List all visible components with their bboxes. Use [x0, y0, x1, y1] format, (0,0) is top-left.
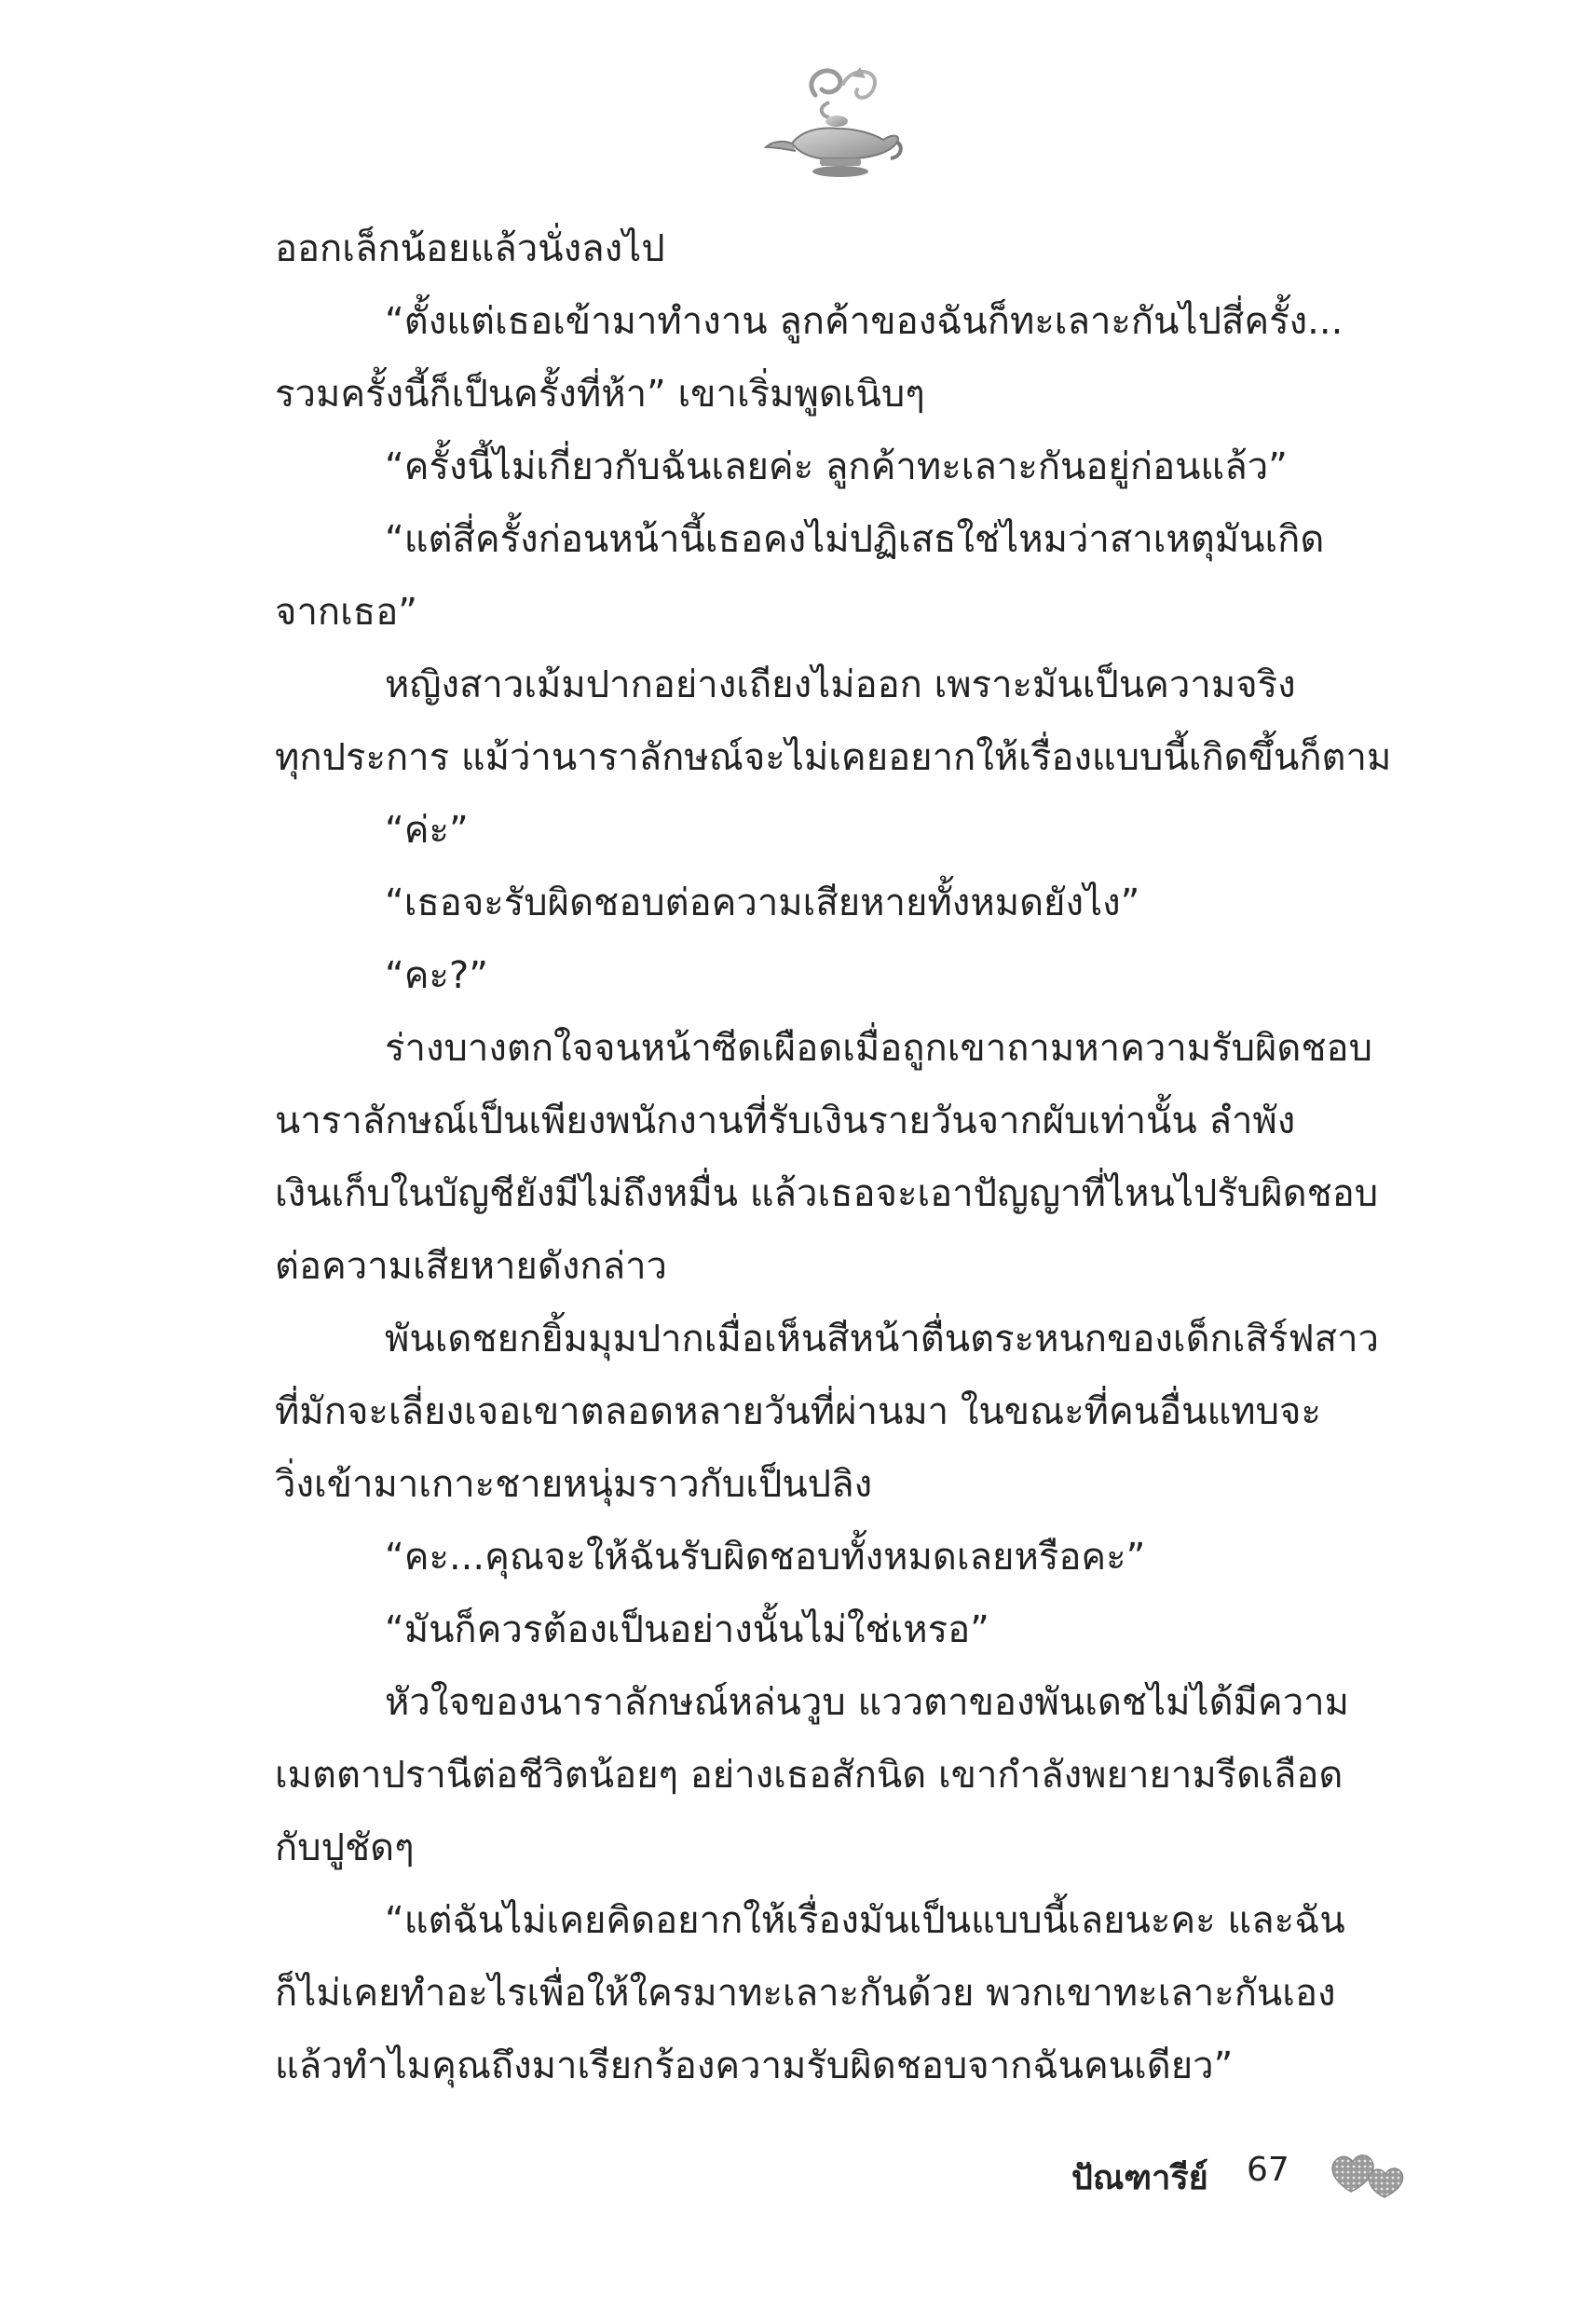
text-line: “แต่สี่ครั้งก่อนหน้านี้เธอคงไม่ปฏิเสธใช่ไหมว่าสาเหตุมันเกิด — [385, 518, 1325, 561]
page-number: 67 — [1247, 2151, 1289, 2189]
text-line: จากเธอ” — [275, 591, 417, 634]
text-line: “มันก็ควรต้องเป็นอย่างนั้นไม่ใช่เหรอ” — [385, 1608, 989, 1651]
text-line: ที่มักจะเลี่ยงเจอเขาตลอดหลายวันที่ผ่านมา ในขณะที่คนอื่นแทบจะ — [275, 1390, 1321, 1433]
text-line: ออกเล็กน้อยแล้วนั่งลงไป — [275, 227, 665, 270]
text-line: เมตตาปรานีต่อชีวิตน้อยๆ อย่างเธอสักนิด เขากำลังพยายามรีดเลือด — [275, 1754, 1344, 1797]
text-line: “คะ?” — [385, 954, 488, 997]
text-line: พันเดชยกยิ้มมุมปากเมื่อเห็นสีหน้าตื่นตระหนกของเด็กเสิร์ฟสาว — [385, 1318, 1379, 1361]
text-line: แล้วทำไมคุณถึงมาเรียกร้องความรับผิดชอบจากฉันคนเดียว” — [275, 2044, 1234, 2087]
hearts-icon — [1329, 2147, 1409, 2199]
page-footer — [1071, 2147, 1425, 2203]
text-line: “แต่ฉันไม่เคยคิดอยากให้เรื่องมันเป็นแบบนี้เลยนะคะ และฉัน — [385, 1899, 1345, 1942]
text-line: หัวใจของนาราลักษณ์หล่นวูบ แววตาของพันเดชไม่ได้มีความ — [385, 1681, 1349, 1724]
text-line: รวมครั้งนี้ก็เป็นครั้งที่ห้า” เขาเริ่มพูดเนิบๆ — [275, 373, 925, 416]
text-line: หญิงสาวเม้มปากอย่างเถียงไม่ออก เพราะมันเป็นความจริง — [385, 663, 1296, 706]
text-line: เงินเก็บในบัญชียังมีไม่ถึงหมื่น แล้วเธอจะเอาปัญญาที่ไหนไปรับผิดชอบ — [275, 1172, 1379, 1215]
text-line: “ค่ะ” — [385, 809, 469, 852]
text-line: “ครั้งนี้ไม่เกี่ยวกับฉันเลยค่ะ ลูกค้าทะเลาะกันอยู่ก่อนแล้ว” — [385, 445, 1288, 488]
text-line: ร่างบางตกใจจนหน้าซีดเผือดเมื่อถูกเขาถามหาความรับผิดชอบ — [385, 1027, 1372, 1070]
text-line: ต่อความเสียหายดังกล่าว — [275, 1245, 667, 1288]
text-line: วิ่งเข้ามาเกาะชายหนุ่มราวกับเป็นปลิง — [275, 1463, 873, 1506]
text-line: ทุกประการ แม้ว่านาราลักษณ์จะไม่เคยอยากให้เรื่องแบบนี้เกิดขึ้นก็ตาม — [275, 736, 1392, 779]
text-line: “คะ...คุณจะให้ฉันรับผิดชอบทั้งหมดเลยหรือคะ” — [385, 1536, 1146, 1579]
text-line: ก็ไม่เคยทำอะไรเพื่อให้ใครมาทะเลาะกันด้วย พวกเขาทะเลาะกันเอง — [275, 1972, 1336, 2015]
text-line: “เธอจะรับผิดชอบต่อความเสียหายทั้งหมดยังไง” — [385, 882, 1140, 924]
genie-lamp-icon — [764, 58, 904, 179]
text-line: กับปูชัดๆ — [275, 1826, 415, 1869]
body-text — [275, 212, 1413, 2102]
author-name: ปัณฑารีย์ — [1071, 2159, 1208, 2197]
text-line: “ตั้งแต่เธอเข้ามาทำงาน ลูกค้าของฉันก็ทะเลาะกันไปสี่ครั้ง... — [385, 300, 1344, 343]
text-line: นาราลักษณ์เป็นเพียงพนักงานที่รับเงินรายวันจากผับเท่านั้น ลำพัง — [275, 1100, 1296, 1142]
